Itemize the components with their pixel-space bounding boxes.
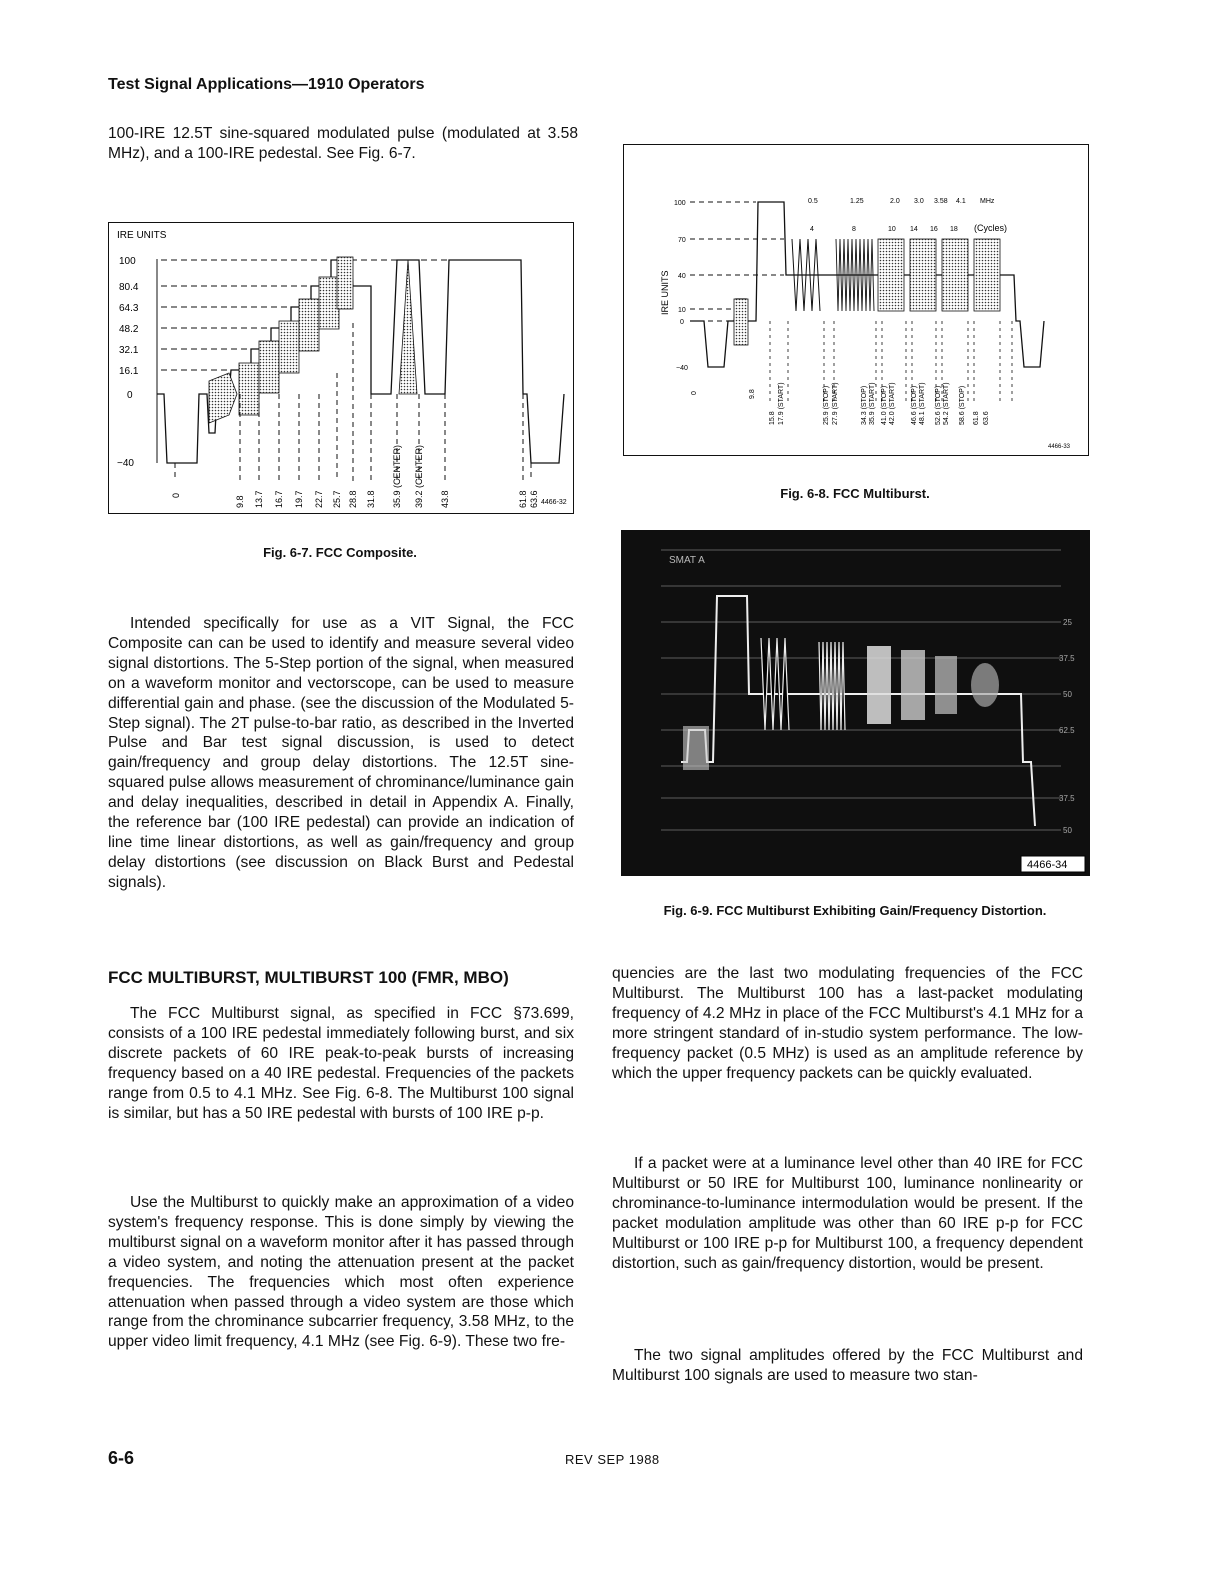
freq-label: 3.0 (914, 198, 924, 205)
freq-label: 2.0 (890, 198, 900, 205)
x-label: 16.7 (274, 490, 284, 508)
y-label: 64.3 (119, 303, 139, 314)
frequency-text: Use the Multiburst to quickly make an approximation of a video system's frequency response. This is done simply by viewing the multiburst signal on a waveform monitor after it has passed through a video system, and noting the attenuation present at the packet frequencies. The frequencies which most often experience attenuation when passed through a video system are those which range from the chrominance subcarrier frequency, 3.58 MHz, to the upper video limit frequency, 4.1 MHz (see Fig. 6-9). These two fre- (108, 1194, 574, 1351)
revision-date: REV SEP 1988 (565, 1452, 660, 1467)
scale-label: 37.5 (1059, 654, 1075, 663)
y-label: −40 (117, 458, 134, 469)
cycle-label: 4 (810, 226, 814, 233)
right-text-1: quencies are the last two modulating frequencies of the FCC Multiburst. The Multiburst 100 has a last-packet modulating frequency of 4.2 MHz in place of the FCC Multiburst's 4.1 MHz for a more stringent standard of in-studio system performance. The low-frequency packet (0.5 MHz) is used as an amplitude reference by which the upper frequency packets can be quickly evaluated. (612, 965, 1083, 1082)
x-label: 63.6 (983, 411, 990, 425)
x-label: 31.8 (366, 490, 376, 508)
right-text-3: The two signal amplitudes offered by the FCC Multiburst and Multiburst 100 signals are used to measure two stan- (612, 1347, 1083, 1384)
figure-6-9-photo (621, 530, 1090, 876)
x-label: 35.9 (START) (869, 382, 876, 425)
x-label: 19.7 (294, 490, 304, 508)
right-paragraph-2 (612, 1154, 1083, 1273)
x-label: 27.9 (START) (832, 382, 839, 425)
x-label: 63.6 (529, 490, 539, 508)
x-label: 34.3 (STOP) (861, 385, 868, 425)
x-label: 9.8 (235, 495, 245, 508)
cycle-label: 14 (910, 226, 918, 233)
freq-label: MHz (980, 198, 995, 205)
cycle-label: 10 (888, 226, 896, 233)
x-axis-labels (691, 382, 990, 425)
x-label: 35.9 (CENTER) (392, 444, 402, 508)
scale-label: 50 (1063, 826, 1072, 835)
y-label: 40 (678, 273, 686, 280)
fig-6-9-caption: Fig. 6-9. FCC Multiburst Exhibiting Gain/Frequency Distortion. (663, 903, 1047, 918)
scale-label: 50 (1063, 690, 1072, 699)
x-label: 22.7 (314, 490, 324, 508)
y-label: 100 (119, 256, 136, 267)
figure-6-8 (623, 144, 1089, 456)
x-label: 13.7 (254, 490, 264, 508)
x-label: 39.2 (CENTER) (414, 444, 424, 508)
x-label: 54.2 (START) (943, 382, 950, 425)
y-label: 0 (127, 390, 133, 401)
x-label: 17.9 (START) (778, 382, 785, 425)
figure-code: 4466-33 (1048, 444, 1071, 450)
frequency-paragraph (108, 1193, 574, 1352)
freq-label: 0.5 (808, 198, 818, 205)
x-label: 0 (171, 492, 181, 498)
cycle-label: 16 (930, 226, 938, 233)
freq-label: 1.25 (850, 198, 864, 205)
y-label: 32.1 (119, 345, 139, 356)
x-label: 15.8 (769, 411, 776, 425)
freq-label: 3.58 (934, 198, 948, 205)
x-label: 9.8 (749, 389, 756, 399)
x-axis-labels (171, 445, 539, 508)
y-label: −40 (676, 365, 688, 372)
right-text-2: If a packet were at a luminance level other than 40 IRE for FCC Multiburst or 50 IRE for Multiburst 100, luminance nonlinearity or chrominance-to-luminance intermodulation would be present. If the packet modulation amplitude was other than 60 IRE p-p for FCC Multiburst or 100 IRE p-p for Multiburst 100, a frequency dependent distortion, such as gain/frequency distortion, would be present. (612, 1155, 1083, 1272)
x-label: 28.8 (348, 490, 358, 508)
axis-title: IRE UNITS (117, 230, 167, 241)
fcc-composite-diagram (109, 223, 573, 513)
section-heading: FCC MULTIBURST, MULTIBURST 100 (FMR, MBO) (108, 968, 509, 987)
fig-6-7-caption: Fig. 6-7. FCC Composite. (263, 545, 417, 560)
cycle-label: 8 (852, 226, 856, 233)
y-label: 70 (678, 237, 686, 244)
multiburst-paragraph (108, 1004, 574, 1123)
y-axis-labels (674, 200, 688, 372)
cycle-label: 18 (950, 226, 958, 233)
fcc-multiburst-diagram (624, 145, 1088, 455)
freq-label: 4.1 (956, 198, 966, 205)
y-label: 16.1 (119, 366, 139, 377)
right-paragraph-3 (612, 1346, 1083, 1386)
x-label: 25.9 (STOP) (823, 385, 830, 425)
cycle-labels (810, 223, 1007, 233)
x-label: 61.8 (518, 490, 528, 508)
scale-label: 62.5 (1059, 726, 1075, 735)
axis-title: IRE UNITS (660, 270, 670, 315)
intro-paragraph (108, 124, 578, 164)
x-label: 42.0 (START) (889, 382, 896, 425)
x-label: 48.1 (START) (919, 382, 926, 425)
x-label: 58.6 (STOP) (959, 385, 966, 425)
x-label: 46.6 (STOP) (911, 385, 918, 425)
figure-code: 4466-34 (1027, 859, 1068, 871)
figure-code: 4466-32 (541, 499, 567, 506)
scale-label: 25 (1063, 618, 1072, 627)
page-number: 6-6 (108, 1448, 135, 1468)
composite-paragraph (108, 614, 574, 893)
frequency-labels (808, 198, 995, 205)
screen-label: SMAT A (669, 555, 705, 566)
cycle-label: (Cycles) (974, 223, 1007, 233)
x-label: 41.0 (STOP) (881, 385, 888, 425)
waveform-photo (621, 530, 1090, 876)
x-label: 61.8 (973, 411, 980, 425)
x-label: 0 (691, 391, 698, 395)
y-label: 10 (678, 307, 686, 314)
y-label: 100 (674, 200, 686, 207)
x-label: 43.8 (440, 490, 450, 508)
intro-text: 100-IRE 12.5T sine-squared modulated pulse (modulated at 3.58 MHz), and a 100-IRE pedestal. See Fig. 6-7. (108, 125, 578, 162)
figure-6-7 (108, 222, 574, 514)
y-axis-labels (117, 256, 139, 469)
x-label: 25.7 (332, 490, 342, 508)
y-label: 0 (680, 319, 684, 326)
y-label: 48.2 (119, 324, 139, 335)
page-header: Test Signal Applications—1910 Operators (108, 76, 425, 93)
right-paragraph-1 (612, 964, 1083, 1083)
scale-label: 37.5 (1059, 794, 1075, 803)
fig-6-8-caption: Fig. 6-8. FCC Multiburst. (780, 486, 930, 501)
y-label: 80.4 (119, 282, 139, 293)
multiburst-text: The FCC Multiburst signal, as specified in FCC §73.699, consists of a 100 IRE pedestal immediately following burst, and six discrete packets of 60 IRE peak-to-peak bursts of increasing frequency based on a 40 IRE pedestal. Frequencies of the packets range from 0.5 to 4.1 MHz. See Fig. 6-8. The Multiburst 100 signal is similar, but has a 50 IRE pedestal with bursts of 100 IRE p-p. (108, 1005, 574, 1122)
x-label: 52.6 (STOP) (935, 385, 942, 425)
composite-text: Intended specifically for use as a VIT Signal, the FCC Composite can can be used to identify and measure several video signal distortions. The 5-Step portion of the signal, when measured on a waveform monitor and vectorscope, can be used to measure differential gain and phase. (see the discussion of the Modulated 5-Step signal). The 2T pulse-to-bar ratio, as described in the Inverted Pulse and Bar test signal discussion, is used to detect gain/frequency and group delay distortions. The 12.5T sine-squared pulse allows measurement of chrominance/luminance gain and delay inequalities, described in detail in Appendix A. Finally, the reference bar (100 IRE pedestal) can provide an indication of line time linear distortions, as well as gain/frequency and group delay distortions (see discussion on Black Burst and Pedestal signals). (108, 615, 574, 891)
